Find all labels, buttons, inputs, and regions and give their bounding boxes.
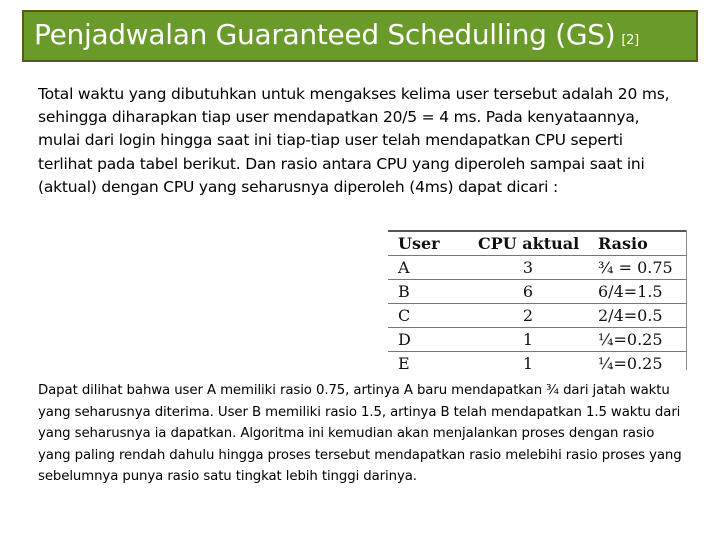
explanation-paragraph: Dapat dilihat bahwa user A memiliki rasio 0.75, artinya A baru mendapatkan ¾ dari jatah waktu yang seharusnya diterima. User B memiliki rasio 1.5, artinya B telah mendapatkan 1.5 waktu dari yang seharusnya ia dapatkan. Algoritma ini kemudian akan menjalankan proses dengan rasio yang paling rendah dahulu hingga proses tersebut mendapatkan rasio melebihi rasio proses yang sebelumnya punya rasio satu tingkat lebih tinggi darinya.: [38, 383, 682, 484]
table-row: [388, 328, 686, 352]
header-rasio: Rasio: [588, 231, 686, 256]
cell-user: C: [388, 304, 468, 328]
slide-title-text: Penjadwalan Guaranteed Schedulling (GS): [34, 18, 616, 51]
table-row: [388, 256, 686, 280]
cell-user: A: [388, 256, 468, 280]
cell-rasio: 2/4=0.5: [588, 304, 686, 328]
cell-cpu: 2: [468, 304, 588, 328]
intro-paragraph: Total waktu yang dibutuhkan untuk mengakses kelima user tersebut adalah 20 ms, sehingga diharapkan tiap user mendapatkan 20/5 = 4 ms. Pada kenyataannya, mulai dari login hingga saat ini tiap-tiap user telah mendapatkan CPU seperti terlihat pada tabel berikut. Dan rasio antara CPU yang diperoleh sampai saat ini (aktual) dengan CPU yang seharusnya diperoleh (4ms) dapat dicari :: [38, 85, 670, 196]
title-bar: [22, 10, 698, 62]
cell-user: B: [388, 280, 468, 304]
slide-number: [2]: [621, 33, 639, 48]
cell-user: E: [388, 352, 468, 371]
ratio-table: [388, 230, 686, 370]
cell-rasio: ¼=0.25: [588, 328, 686, 352]
cell-user: D: [388, 328, 468, 352]
table-row: [388, 352, 686, 371]
cell-rasio: 6/4=1.5: [588, 280, 686, 304]
cell-cpu: 6: [468, 280, 588, 304]
table-header-row: [388, 231, 686, 256]
ratio-table-image: [388, 230, 687, 370]
cell-rasio: ¼=0.25: [588, 352, 686, 371]
header-cpu-aktual: CPU aktual: [468, 231, 588, 256]
table-row: [388, 304, 686, 328]
header-user: User: [388, 231, 468, 256]
cell-cpu: 3: [468, 256, 588, 280]
table-row: [388, 280, 686, 304]
slide-title: [34, 18, 639, 51]
cell-rasio: ¾ = 0.75: [588, 256, 686, 280]
cell-cpu: 1: [468, 352, 588, 371]
cell-cpu: 1: [468, 328, 588, 352]
